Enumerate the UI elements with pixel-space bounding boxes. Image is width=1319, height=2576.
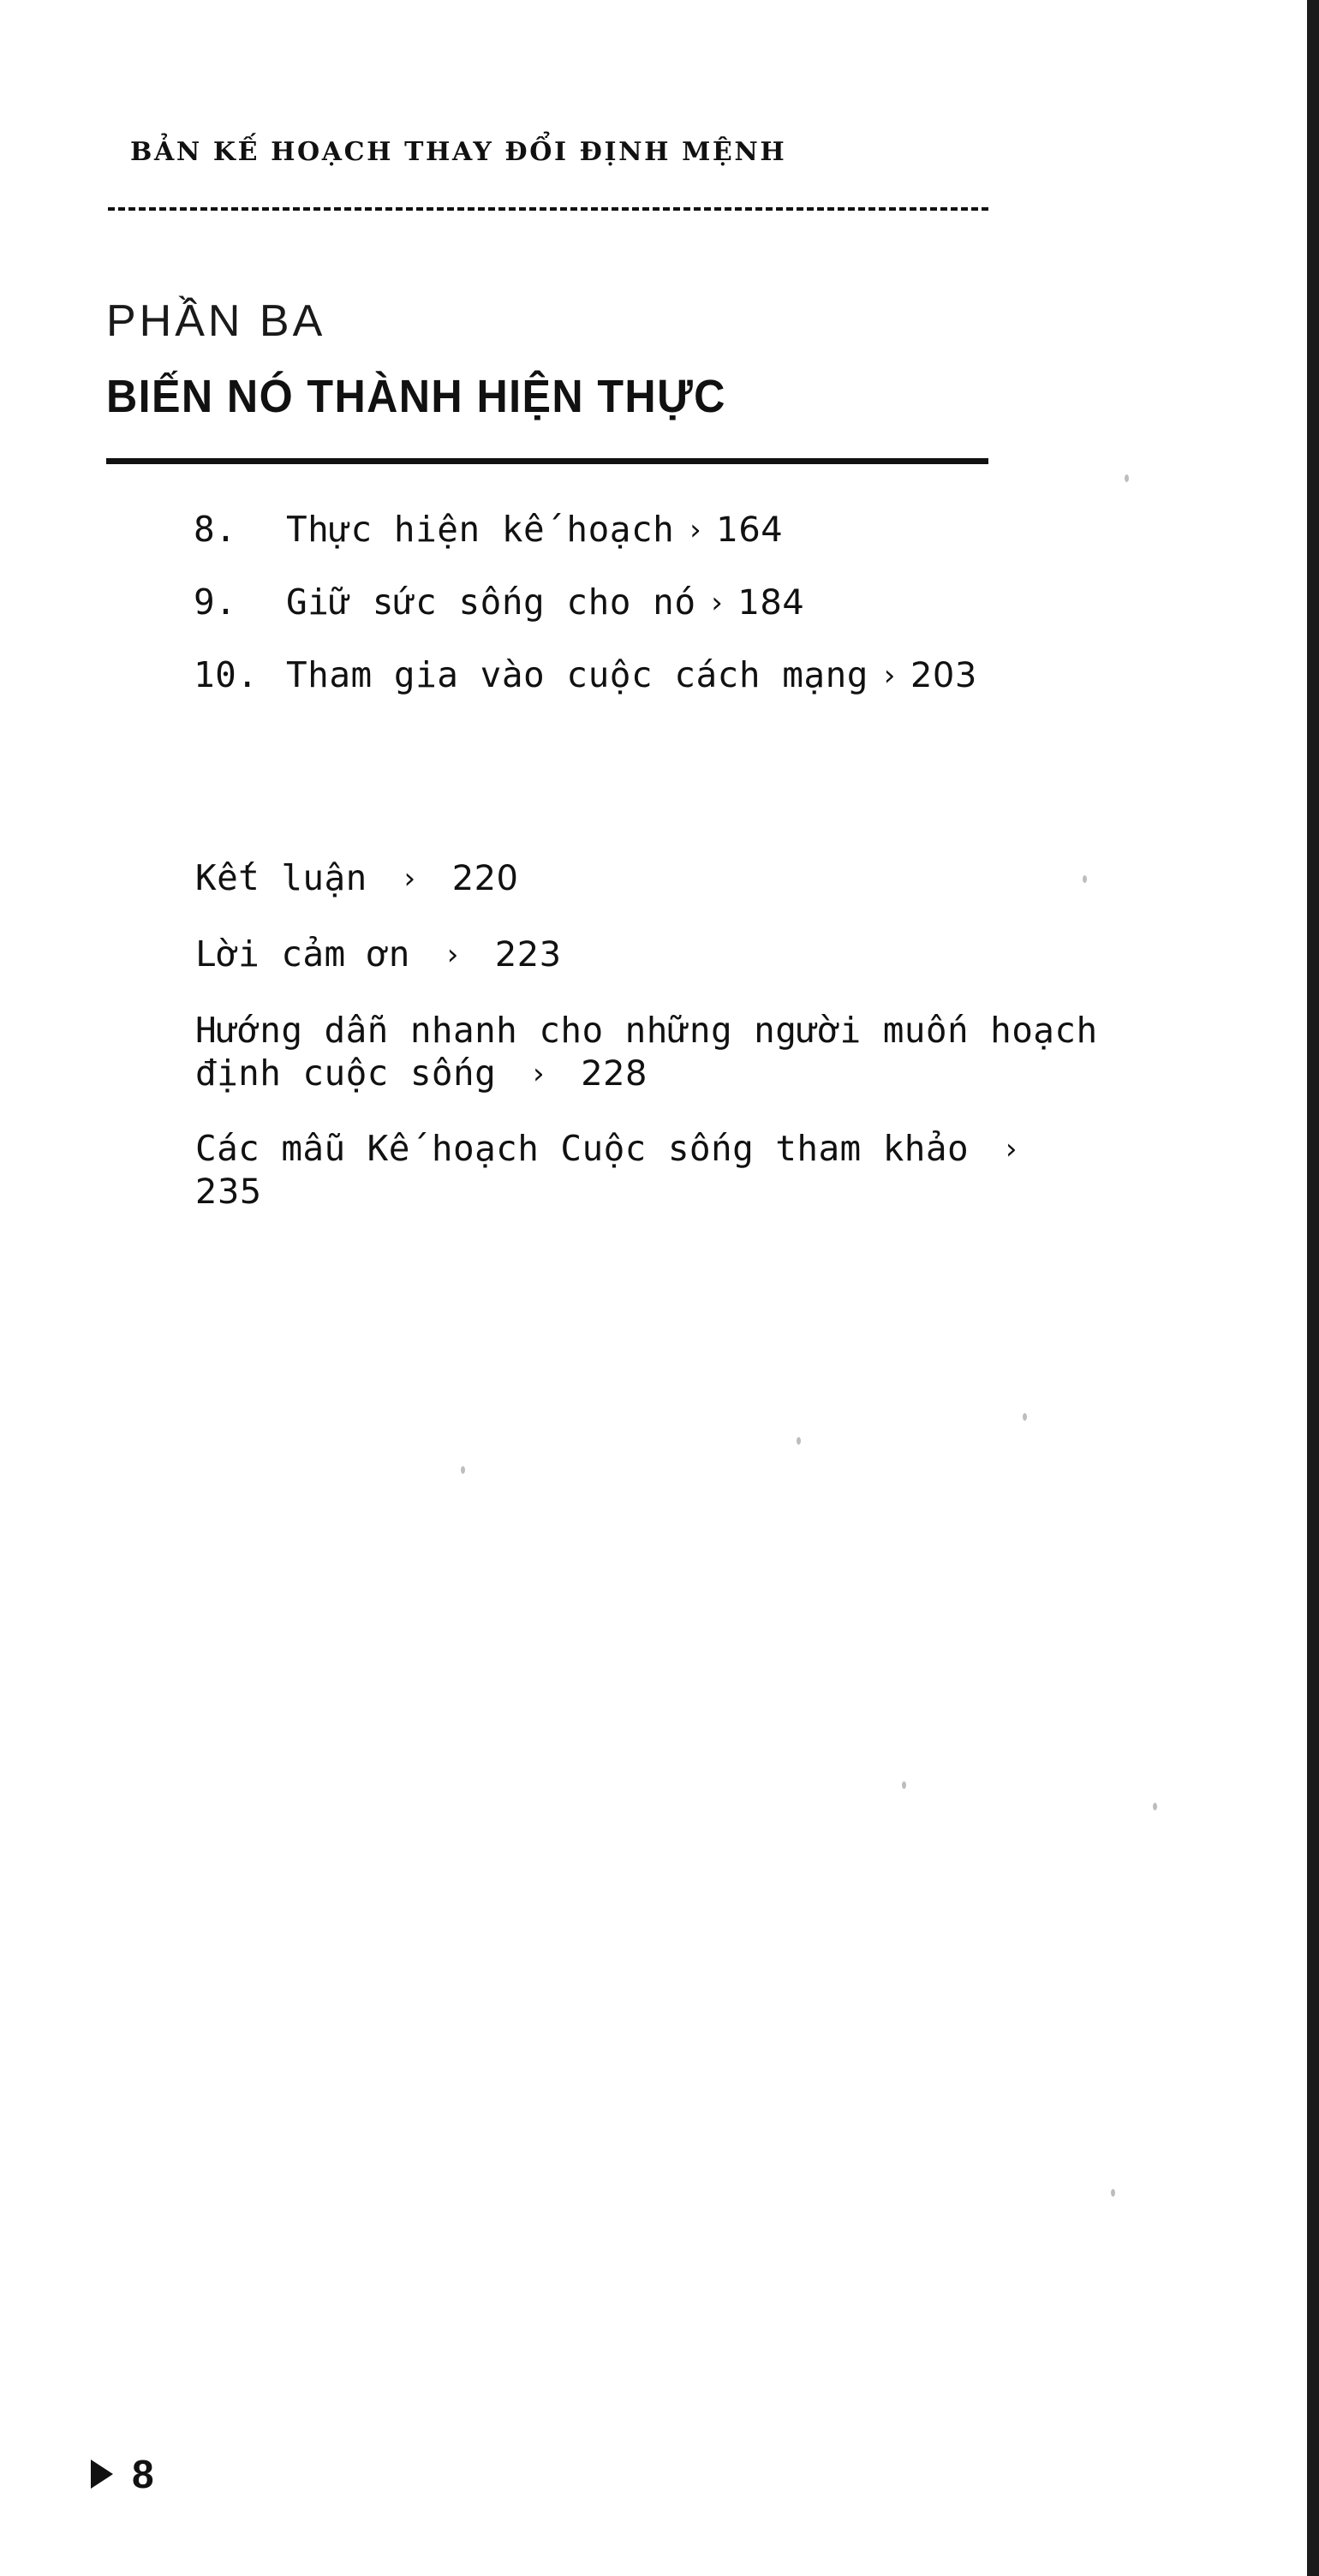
page-edge-band — [1307, 0, 1319, 2576]
list-item — [195, 933, 1112, 976]
chapter-title: Giữ sức sống cho nó — [286, 581, 696, 623]
entry-title: Kết luận — [195, 857, 367, 898]
chevron-right-icon: › — [686, 513, 705, 547]
play-triangle-icon — [91, 2460, 113, 2489]
list-item — [0, 581, 1199, 623]
chapter-page-number: 164 — [716, 510, 784, 550]
dashed-divider — [108, 207, 988, 211]
scan-speck — [1083, 875, 1087, 883]
chevron-right-icon: › — [1002, 1132, 1020, 1167]
scan-speck — [797, 1437, 801, 1445]
chapter-page-number: 184 — [737, 583, 805, 623]
scan-speck — [1023, 1413, 1027, 1421]
entry-title: Các mẫu Kế hoạch Cuộc sống tham khảo — [195, 1128, 970, 1170]
toc-chapter-list — [0, 509, 1199, 730]
chapter-number: 9. — [194, 581, 237, 623]
toc-backmatter-list — [195, 856, 1206, 1246]
entry-page-number: 223 — [494, 934, 562, 975]
entry-title: Lời cảm ơn — [195, 933, 410, 975]
chapter-title: Thực hiện kế hoạch — [286, 509, 675, 550]
entry-page-number: 220 — [451, 859, 519, 898]
list-item — [195, 856, 1112, 900]
chapter-number: 8. — [194, 509, 237, 550]
scan-speck — [1153, 1803, 1157, 1810]
entry-page-number: 228 — [581, 1053, 648, 1094]
list-item — [195, 1127, 1112, 1213]
chevron-right-icon: › — [880, 659, 898, 693]
chevron-right-icon: › — [529, 1056, 548, 1091]
chapter-number: 10. — [194, 654, 259, 695]
scan-speck — [1125, 474, 1129, 482]
folio-page-number: 8 — [132, 2452, 154, 2496]
list-item — [195, 1009, 1112, 1095]
solid-divider — [106, 458, 988, 464]
scan-speck — [1111, 2189, 1115, 2197]
chevron-right-icon: › — [707, 586, 726, 620]
chevron-right-icon: › — [400, 862, 419, 896]
entry-title: Hướng dẫn nhanh cho những người muốn hoạch định cuộc sống — [195, 1009, 1098, 1094]
chapter-title: Tham gia vào cuộc cách mạng — [286, 654, 868, 695]
part-title: BIẾN NÓ THÀNH HIỆN THỰC — [106, 371, 726, 422]
scan-speck — [461, 1466, 465, 1474]
list-item — [0, 509, 1199, 550]
part-label: PHẦN BA — [106, 296, 326, 346]
running-head: BẢN KẾ HOẠCH THAY ĐỔI ĐỊNH MỆNH — [130, 137, 787, 167]
list-item — [0, 654, 1199, 695]
chapter-page-number: 203 — [910, 656, 977, 695]
entry-page-number: 235 — [195, 1172, 262, 1213]
chevron-right-icon: › — [443, 937, 462, 972]
page-footer — [91, 2451, 154, 2497]
scan-speck — [902, 1781, 906, 1789]
